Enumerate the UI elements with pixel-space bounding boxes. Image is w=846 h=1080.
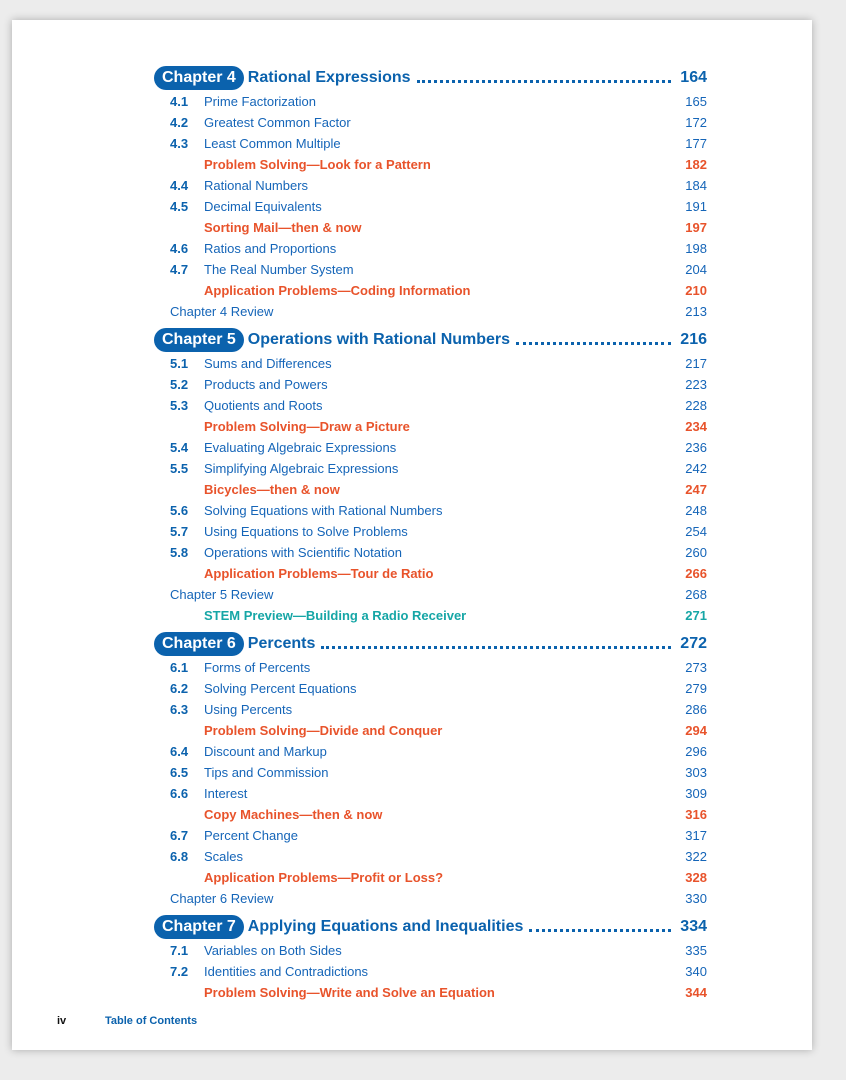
entry-title: Chapter 5 Review — [170, 587, 274, 602]
toc-feature-row[interactable] — [154, 479, 707, 500]
entry-title: Scales — [204, 849, 244, 864]
entry-title: Problem Solving—Write and Solve an Equation — [204, 985, 495, 1000]
section-number: 7.2 — [170, 964, 189, 979]
entry-page-number: 296 — [685, 744, 707, 759]
entry-title: Forms of Percents — [204, 660, 311, 675]
entry-page-number: 330 — [685, 891, 707, 906]
entry-page-number: 316 — [685, 807, 707, 822]
entry-page-number: 213 — [685, 304, 707, 319]
entry-title: Interest — [204, 786, 248, 801]
entry-page-number: 328 — [685, 870, 707, 885]
entry-page-number: 210 — [685, 283, 707, 298]
entry-title: Problem Solving—Divide and Conquer — [204, 723, 443, 738]
toc-section-row[interactable] — [154, 500, 707, 521]
section-number: 6.3 — [170, 702, 189, 717]
entry-title: Discount and Markup — [204, 744, 327, 759]
section-number: 5.3 — [170, 398, 189, 413]
toc-feature-row[interactable] — [154, 217, 707, 238]
section-number: 4.6 — [170, 241, 189, 256]
entry-page-number: 236 — [685, 440, 707, 455]
chapter-label: Chapter 4 — [154, 66, 244, 90]
entry-page-number: 191 — [685, 199, 707, 214]
entry-title: Application Problems—Tour de Ratio — [204, 566, 434, 581]
chapter-heading[interactable] — [154, 631, 707, 657]
entry-title: Application Problems—Coding Information — [204, 283, 471, 298]
entry-page-number: 172 — [685, 115, 707, 130]
entry-page-number: 322 — [685, 849, 707, 864]
toc-section-row[interactable] — [154, 458, 707, 479]
toc-section-row[interactable] — [154, 133, 707, 154]
entry-title: Evaluating Algebraic Expressions — [204, 440, 397, 455]
toc-feature-row[interactable] — [154, 280, 707, 301]
entry-title: Sums and Differences — [204, 356, 332, 371]
toc-section-row[interactable] — [154, 91, 707, 112]
page-footer — [57, 1015, 197, 1027]
chapter-title: Applying Equations and Inequalities — [247, 918, 524, 935]
entry-page-number: 223 — [685, 377, 707, 392]
toc-section-row[interactable] — [154, 846, 707, 867]
dot-leader — [529, 919, 671, 932]
document-page — [12, 20, 812, 1050]
dot-leader — [417, 70, 671, 83]
chapter-title: Percents — [247, 635, 316, 652]
entry-title: Rational Numbers — [204, 178, 309, 193]
entry-title: Percent Change — [204, 828, 298, 843]
table-of-contents — [154, 65, 707, 1003]
entry-page-number: 344 — [685, 985, 707, 1000]
section-number: 6.7 — [170, 828, 189, 843]
chapter-label: Chapter 7 — [154, 915, 244, 939]
chapter-heading[interactable] — [154, 65, 707, 91]
entry-title: Least Common Multiple — [204, 136, 341, 151]
toc-feature-row[interactable] — [154, 154, 707, 175]
entry-page-number: 340 — [685, 964, 707, 979]
entry-title: Chapter 6 Review — [170, 891, 274, 906]
entry-title: Sorting Mail—then & now — [204, 220, 362, 235]
entry-page-number: 309 — [685, 786, 707, 801]
entry-title: Simplifying Algebraic Expressions — [204, 461, 399, 476]
section-number: 6.5 — [170, 765, 189, 780]
toc-section-row[interactable] — [154, 196, 707, 217]
chapter-page-number: 334 — [680, 918, 707, 935]
entry-title: Solving Equations with Rational Numbers — [204, 503, 443, 518]
entry-title: Variables on Both Sides — [204, 943, 342, 958]
entry-title: Problem Solving—Look for a Pattern — [204, 157, 431, 172]
entry-page-number: 254 — [685, 524, 707, 539]
entry-page-number: 182 — [685, 157, 707, 172]
toc-section-row[interactable] — [154, 521, 707, 542]
toc-section-row[interactable] — [154, 395, 707, 416]
toc-review-row[interactable] — [154, 301, 707, 322]
entry-page-number: 198 — [685, 241, 707, 256]
toc-section-row[interactable] — [154, 940, 707, 961]
entry-page-number: 268 — [685, 587, 707, 602]
entry-page-number: 260 — [685, 545, 707, 560]
entry-page-number: 234 — [685, 419, 707, 434]
toc-review-row[interactable] — [154, 584, 707, 605]
entry-title: Chapter 4 Review — [170, 304, 274, 319]
chapter-label: Chapter 6 — [154, 632, 244, 656]
section-number: 4.3 — [170, 136, 189, 151]
section-number: 6.4 — [170, 744, 189, 759]
chapter-title: Operations with Rational Numbers — [247, 331, 511, 348]
entry-page-number: 273 — [685, 660, 707, 675]
toc-section-row[interactable] — [154, 741, 707, 762]
page-number: iv — [57, 1015, 67, 1027]
entry-title: Operations with Scientific Notation — [204, 545, 402, 560]
section-number: 6.2 — [170, 681, 189, 696]
chapter-heading[interactable] — [154, 914, 707, 940]
entry-page-number: 247 — [685, 482, 707, 497]
toc-section-row[interactable] — [154, 353, 707, 374]
section-number: 5.1 — [170, 356, 189, 371]
toc-section-row[interactable] — [154, 699, 707, 720]
entry-title: Application Problems—Profit or Loss? — [204, 870, 444, 885]
chapter-page-number: 272 — [680, 635, 707, 652]
section-number: 5.7 — [170, 524, 189, 539]
section-number: 6.6 — [170, 786, 189, 801]
toc-stem-row[interactable] — [154, 605, 707, 626]
entry-page-number: 248 — [685, 503, 707, 518]
section-number: 4.7 — [170, 262, 189, 277]
entry-title: Solving Percent Equations — [204, 681, 357, 696]
entry-page-number: 279 — [685, 681, 707, 696]
toc-section-row[interactable] — [154, 657, 707, 678]
entry-title: Ratios and Proportions — [204, 241, 337, 256]
chapter-page-number: 164 — [680, 69, 707, 86]
toc-section-row[interactable] — [154, 961, 707, 982]
toc-feature-row[interactable] — [154, 563, 707, 584]
section-number: 7.1 — [170, 943, 189, 958]
toc-section-row[interactable] — [154, 762, 707, 783]
section-number: 4.4 — [170, 178, 189, 193]
toc-feature-row[interactable] — [154, 720, 707, 741]
entry-title: Decimal Equivalents — [204, 199, 322, 214]
entry-page-number: 197 — [685, 220, 707, 235]
toc-review-row[interactable] — [154, 888, 707, 909]
toc-feature-row[interactable] — [154, 804, 707, 825]
section-number: 6.8 — [170, 849, 189, 864]
entry-title: Tips and Commission — [204, 765, 329, 780]
section-number: 4.1 — [170, 94, 189, 109]
section-number: 5.6 — [170, 503, 189, 518]
entry-page-number: 266 — [685, 566, 707, 581]
entry-title: Prime Factorization — [204, 94, 316, 109]
entry-page-number: 177 — [685, 136, 707, 151]
toc-feature-row[interactable] — [154, 416, 707, 437]
section-number: 5.4 — [170, 440, 189, 455]
entry-page-number: 286 — [685, 702, 707, 717]
toc-section-row[interactable] — [154, 259, 707, 280]
entry-title: Bicycles—then & now — [204, 482, 340, 497]
entry-title: Products and Powers — [204, 377, 328, 392]
toc-section-row[interactable] — [154, 783, 707, 804]
entry-page-number: 317 — [685, 828, 707, 843]
entry-title: Identities and Contradictions — [204, 964, 369, 979]
toc-section-row[interactable] — [154, 542, 707, 563]
section-number: 5.2 — [170, 377, 189, 392]
section-number: 5.8 — [170, 545, 189, 560]
section-number: 4.5 — [170, 199, 189, 214]
toc-section-row[interactable] — [154, 825, 707, 846]
toc-feature-row[interactable] — [154, 867, 707, 888]
entry-title: The Real Number System — [204, 262, 354, 277]
chapter-page-number: 216 — [680, 331, 707, 348]
chapter-label: Chapter 5 — [154, 328, 244, 352]
toc-section-row[interactable] — [154, 678, 707, 699]
entry-title: Using Equations to Solve Problems — [204, 524, 408, 539]
section-number: 4.2 — [170, 115, 189, 130]
footer-title: Table of Contents — [105, 1015, 198, 1027]
toc-section-row[interactable] — [154, 238, 707, 259]
entry-page-number: 184 — [685, 178, 707, 193]
entry-title: Quotients and Roots — [204, 398, 323, 413]
toc-section-row[interactable] — [154, 374, 707, 395]
entry-page-number: 271 — [685, 608, 707, 623]
entry-page-number: 242 — [685, 461, 707, 476]
section-number: 5.5 — [170, 461, 189, 476]
toc-section-row[interactable] — [154, 112, 707, 133]
entry-title: Problem Solving—Draw a Picture — [204, 419, 410, 434]
dot-leader — [516, 332, 671, 345]
dot-leader — [321, 636, 671, 649]
entry-page-number: 165 — [685, 94, 707, 109]
entry-title: Using Percents — [204, 702, 293, 717]
entry-page-number: 204 — [685, 262, 707, 277]
toc-feature-row[interactable] — [154, 982, 707, 1003]
entry-page-number: 335 — [685, 943, 707, 958]
section-number: 6.1 — [170, 660, 189, 675]
entry-page-number: 303 — [685, 765, 707, 780]
toc-section-row[interactable] — [154, 175, 707, 196]
entry-page-number: 294 — [685, 723, 707, 738]
entry-page-number: 228 — [685, 398, 707, 413]
entry-page-number: 217 — [685, 356, 707, 371]
entry-title: Copy Machines—then & now — [204, 807, 383, 822]
chapter-title: Rational Expressions — [247, 69, 411, 86]
entry-title: STEM Preview—Building a Radio Receiver — [204, 608, 467, 623]
toc-section-row[interactable] — [154, 437, 707, 458]
chapter-heading[interactable] — [154, 327, 707, 353]
entry-title: Greatest Common Factor — [204, 115, 351, 130]
